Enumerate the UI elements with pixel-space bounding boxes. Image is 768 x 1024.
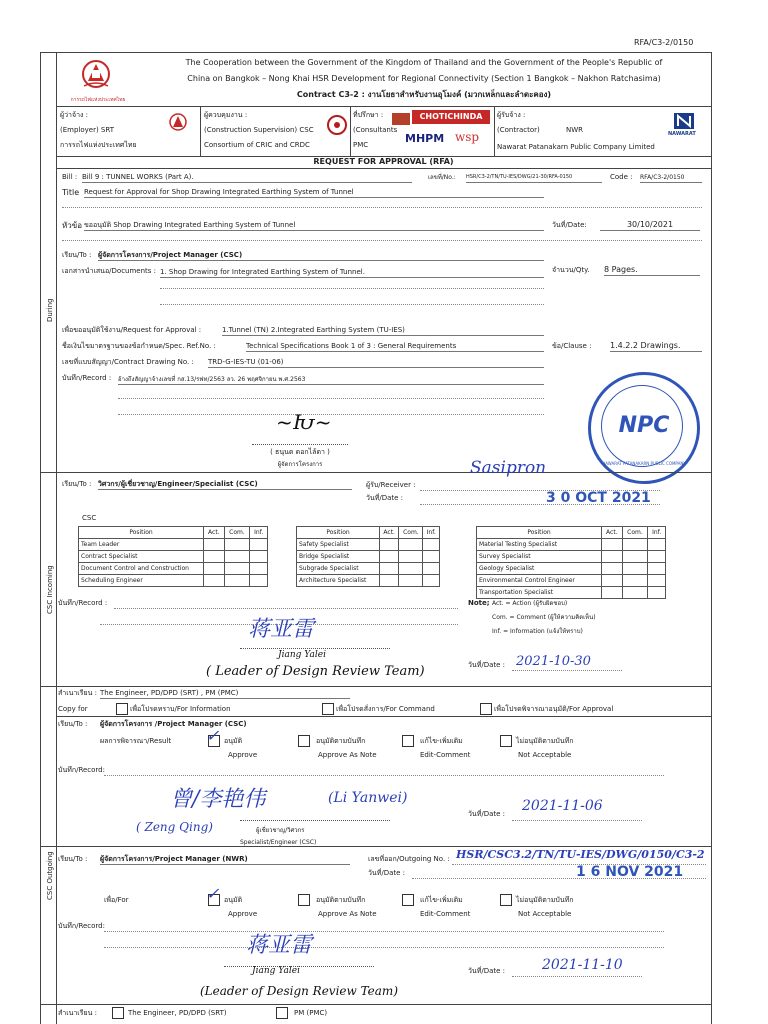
header-line-2: China on Bangkok – Nong Khai HSR Development for Regional Connectivity (Section 1 Bangkok – Nakhon Ratchasima) <box>187 74 661 83</box>
employer-label-th: ผู้ว่าจ้าง : <box>60 111 88 119</box>
outgoing-leader-date-value: 2021-11-10 <box>542 957 623 973</box>
nawarat-logo-icon <box>674 113 694 129</box>
specialist-title-en: Specialist/Engineer (CSC) <box>240 839 317 846</box>
specialist-name-handwritten: (Li Yanwei) <box>328 790 408 806</box>
outgoing-not-acceptable-th: ไม่อนุมัติตามบันทึก <box>516 896 574 904</box>
specialist-date-value: 2021-11-06 <box>522 798 603 814</box>
not-acceptable-th: ไม่อนุมัติตามบันทึก <box>516 737 574 745</box>
clause-value: 1.4.2.2 Drawings. <box>610 341 702 352</box>
code-value: RFA/C3-2/0150 <box>640 173 702 183</box>
outgoing-edit-comment-en: Edit-Comment <box>420 910 471 918</box>
for-approval-label: เพื่อโปรดพิจารณาอนุมัติ/For Approval <box>494 705 614 713</box>
bill-value: Bill 9 : TUNNEL WORKS (Part A). <box>82 173 412 183</box>
pm-signatory-title: ผู้จัดการโครงการ <box>277 461 323 468</box>
subject-value: ขออนุมัติ Shop Drawing Integrated Earthing System of Tunnel <box>84 221 544 231</box>
stamp-text: NPC <box>618 413 670 438</box>
note-information: Inf. = Information (แจ้งให้ทราบ) <box>492 628 583 635</box>
approve-en: Approve <box>228 751 258 759</box>
outgoing-date-stamp: 1 6 NOV 2021 <box>576 864 684 880</box>
company-stamp <box>588 372 700 484</box>
received-date-label: วันที่/Date : <box>366 494 404 502</box>
csc-label: CSC <box>82 514 97 522</box>
consult-label-th: ที่ปรึกษา : <box>353 111 384 119</box>
checkbox-for-command[interactable] <box>322 703 334 715</box>
csc-logo <box>326 114 348 140</box>
outgoing-approve-check-mark: ✓ <box>206 884 220 903</box>
position-architecture: Architecture Specialist <box>297 575 380 587</box>
position-material-testing: Material Testing Specialist <box>477 539 602 551</box>
record-value: อ้างถึงสัญญาจ้างเลขที่ กส.13/รฟท/2563 ลว. 26 พฤศจิกายน พ.ศ.2563 <box>118 375 544 385</box>
position-bridge: Bridge Specialist <box>297 551 380 563</box>
outgoing-leader-name: Jiang Yalei <box>252 966 300 976</box>
consultants: (Consultants <box>353 126 398 134</box>
specialist-title: ผู้เชี่ยวชาญ/วิศวกร <box>256 827 305 834</box>
approve-th: อนุมัติ <box>224 737 243 745</box>
request-value: 1.Tunnel (TN) 2.Integrated Earthing System (TU-IES) <box>222 326 544 336</box>
checkbox-for-information[interactable] <box>116 703 128 715</box>
srt-small-logo <box>166 112 190 142</box>
spec-value: Technical Specifications Book 1 of 3 : General Requirements <box>246 342 544 352</box>
title-label: Title <box>62 188 80 197</box>
checkbox-edit-comment[interactable] <box>402 735 414 747</box>
copy-for-label: Copy for <box>58 705 88 713</box>
consult-sub: PMC <box>353 141 369 149</box>
received-date-stamp: 3 0 OCT 2021 <box>546 490 651 506</box>
qty-value: 8 Pages. <box>604 265 700 276</box>
approve-as-note-th: อนุมัติตามบันทึก <box>316 737 366 745</box>
csc-position-table-2: Position Act. Com. Inf. Safety Specialist Bridge Specialist Subgrade Specialist Architecture Specialist <box>296 526 440 587</box>
header-line-3: Contract C3-2 : งานโยธาสำหรับงานอุโมงค์ (มวกเหล็กและลำตะคอง) <box>296 90 552 99</box>
contractor-sub: Nawarat Patanakarn Public Company Limited <box>497 143 655 151</box>
bill-no-label: เลขที่/No.: <box>428 174 456 181</box>
leader-signature: 蒋亚雷 <box>248 617 315 642</box>
outgoing-approve-th: อนุมัติ <box>224 896 243 904</box>
qty-label: จำนวน/Qty. <box>552 266 590 274</box>
note-action: Act. = Action (ผู้รับผิดชอบ) <box>492 600 568 607</box>
outgoing-to-label: เรียน/To : <box>58 855 88 863</box>
clause-label: ข้อ/Clause : <box>552 342 592 350</box>
position-geology: Geology Specialist <box>477 563 602 575</box>
csc-position-table-1: Position Act. Com. Inf. Team Leader Contract Specialist Document Control and Construction Scheduling Engineer <box>78 526 268 587</box>
note-comment: Com. = Comment (ผู้ให้ความคิดเห็น) <box>492 614 596 621</box>
wsp-logo: wsp <box>455 130 480 144</box>
outgoing-copy-label: สำเนาเรียน : <box>58 1009 97 1017</box>
position-safety: Safety Specialist <box>297 539 380 551</box>
position-environmental: Environmental Control Engineer <box>477 575 602 587</box>
to-value: ผู้จัดการโครงการ/Project Manager (CSC) <box>98 251 544 261</box>
date-value: 30/10/2021 <box>600 220 700 231</box>
outgoing-checkbox-approve-as-note[interactable] <box>298 894 310 906</box>
csc: (Construction Supervision) CSC <box>204 126 314 134</box>
subject-label: หัวข้อ <box>62 221 83 230</box>
for-label: เพื่อ/For <box>104 896 129 904</box>
pm-signatory-name: ( ธนุนต ดอกไล้ดา ) <box>270 448 330 456</box>
copy-engineer-label: The Engineer, PD/DPD (SRT) <box>128 1009 227 1017</box>
srt-caption: การรถไฟแห่งประเทศไทย <box>70 97 126 103</box>
review-to-value: ผู้จัดการโครงการ /Project Manager (CSC) <box>100 720 247 728</box>
code-label: Code : <box>610 173 633 181</box>
leader-title-handwritten: ( Leader of Design Review Team) <box>206 664 425 679</box>
review-to-label: เรียน/To : <box>58 720 88 728</box>
csc-label-th: ผู้ควบคุมงาน : <box>204 111 248 119</box>
outgoing-approve-as-note-th: อนุมัติตามบันทึก <box>316 896 366 904</box>
review-record-label: บันทึก/Record: <box>58 766 105 774</box>
specialist2-name-handwritten: ( Zeng Qing) <box>136 820 213 834</box>
outgoing-record-label: บันทึก/Record: <box>58 922 105 930</box>
position-transportation: Transportation Specialist <box>477 587 602 599</box>
approve-as-note-en: Approve As Note <box>318 751 377 759</box>
checkbox-not-acceptable[interactable] <box>500 735 512 747</box>
outgoing-leader-title-handwritten: (Leader of Design Review Team) <box>200 984 398 998</box>
checkbox-copy-pm[interactable] <box>276 1007 288 1019</box>
employer: (Employer) SRT <box>60 126 115 134</box>
note-label: Note; <box>468 599 490 607</box>
outgoing-approve-as-note-en: Approve As Note <box>318 910 377 918</box>
edit-comment-en: Edit-Comment <box>420 751 471 759</box>
bill-label: Bill : <box>62 173 78 181</box>
outgoing-no-value: HSR/CSC3.2/TN/TU-IES/DWG/0150/C3-2 <box>456 848 705 861</box>
contractor: (Contractor) <box>497 126 540 134</box>
outgoing-checkbox-not-acceptable[interactable] <box>500 894 512 906</box>
documents-value: 1. Shop Drawing for Integrated Earthing System of Tunnel. <box>160 268 544 278</box>
contractor-code: NWR <box>566 126 584 134</box>
stamp-ring-text: NAWARAT PATANAKARN PUBLIC COMPANY <box>602 461 686 466</box>
position-subgrade: Subgrade Specialist <box>297 563 380 575</box>
position-team-leader: Team Leader <box>79 539 204 551</box>
title-value: Request for Approval for Shop Drawing Integrated Earthing System of Tunnel <box>84 188 544 198</box>
receiver-signature: Sasipron <box>470 458 547 478</box>
outgoing-date-label: วันที่/Date : <box>368 869 406 877</box>
edit-comment-th: แก้ไข-เพิ่มเติม <box>420 737 463 745</box>
incoming-record-label: บันทึก/Record : <box>58 599 108 607</box>
incoming-to-value: วิศวกร/ผู้เชี่ยวชาญ/Engineer/Specialist (CSC) <box>98 480 352 490</box>
leader-date-label: วันที่/Date : <box>468 661 506 669</box>
outgoing-no-label: เลขที่ออก/Outgoing No. : <box>368 855 450 863</box>
position-scheduling-engineer: Scheduling Engineer <box>79 575 204 587</box>
outgoing-to-value: ผู้จัดการโครงการ/Project Manager (NWR) <box>100 855 350 865</box>
pm-signature: ~Խ~ <box>276 410 332 434</box>
chotichinda-logo: CHOTICHINDA <box>412 110 490 124</box>
leader-date-value: 2021-10-30 <box>516 654 591 669</box>
position-contract-specialist: Contract Specialist <box>79 551 204 563</box>
result-label: ผลการพิจารณา/Result <box>100 737 172 745</box>
not-acceptable-en: Not Acceptable <box>518 751 572 759</box>
contract-drawing-label: เลขที่แบบสัญญา/Contract Drawing No. : <box>62 358 194 366</box>
outgoing-leader-date-label: วันที่/Date : <box>468 967 506 975</box>
position-document-control: Document Control and Construction <box>79 563 204 575</box>
documents-label: เอกสารนำเสนอ/Documents : <box>62 267 157 275</box>
outgoing-approve-en: Approve <box>228 910 258 918</box>
document-reference: RFA/C3-2/0150 <box>634 38 694 47</box>
outgoing-not-acceptable-en: Not Acceptable <box>518 910 572 918</box>
csc-position-table-3: Position Act. Com. Inf. Material Testing Specialist Survey Specialist Geology Specialist Environmental Control Engineer Transportation Specialist <box>476 526 666 599</box>
consultant-icon <box>392 113 410 125</box>
for-information-label: เพื่อโปรดทราบ/For Information <box>130 705 231 713</box>
specialist-signature: 曾/李艳伟 <box>170 787 266 812</box>
outgoing-leader-signature: 蒋亚雷 <box>246 933 313 958</box>
employer-sub: การรถไฟแห่งประเทศไทย <box>60 141 137 149</box>
checkbox-for-approval[interactable] <box>480 703 492 715</box>
position-survey: Survey Specialist <box>477 551 602 563</box>
copy-label: สำเนาเรียน : <box>58 689 97 697</box>
receiver-label: ผู้รับ/Receiver : <box>366 481 416 489</box>
spec-label: ชื่อเงินไขมาตรฐานของข้อกำหนด/Spec. Ref.No. : <box>62 342 216 350</box>
checkbox-copy-engineer[interactable] <box>112 1007 124 1019</box>
contractor-label-th: ผู้รับจ้าง : <box>497 111 526 119</box>
for-command-label: เพื่อโปรดสั่งการ/For Command <box>336 705 435 713</box>
side-label-during: During <box>46 298 54 322</box>
incoming-to-label: เรียน/To : <box>62 480 92 488</box>
mhpm-logo: MHPM <box>405 132 445 145</box>
header-line-1: The Cooperation between the Government of the Kingdom of Thailand and the Government of the People's Republic of <box>185 58 663 67</box>
date-label: วันที่/Date: <box>552 221 587 229</box>
side-label-outgoing: CSC Outgoing <box>46 851 54 900</box>
copy-value: The Engineer, PD/DPD (SRT) , PM (PMC) <box>100 689 350 699</box>
outgoing-checkbox-edit-comment[interactable] <box>402 894 414 906</box>
to-label: เรียน/To : <box>62 251 92 259</box>
contract-drawing-value: TRD-G-IES-TU (01-06) <box>208 358 544 368</box>
outgoing-edit-comment-th: แก้ไข-เพิ่มเติม <box>420 896 463 904</box>
form-title: REQUEST FOR APPROVAL (RFA) <box>313 157 454 166</box>
side-label-incoming: CSC Incoming <box>46 565 54 614</box>
bill-no-value: HSR/C3-2/TN/TU-IES/DWG/21-30/RFA-0150 <box>466 173 602 183</box>
nawarat-logo-text: NAWARAT <box>668 131 696 137</box>
leader-name: Jiang Yalei <box>278 650 326 660</box>
approve-check-mark: ✓ <box>206 726 220 745</box>
copy-pm-label: PM (PMC) <box>294 1009 328 1017</box>
csc-sub: Consortium of CRIC and CRDC <box>204 141 310 149</box>
request-label: เพื่อขออนุมัติใช้งาน/Request for Approval : <box>62 326 202 334</box>
specialist-date-label: วันที่/Date : <box>468 810 506 818</box>
record-label: บันทึก/Record : <box>62 374 112 382</box>
checkbox-approve-as-note[interactable] <box>298 735 310 747</box>
